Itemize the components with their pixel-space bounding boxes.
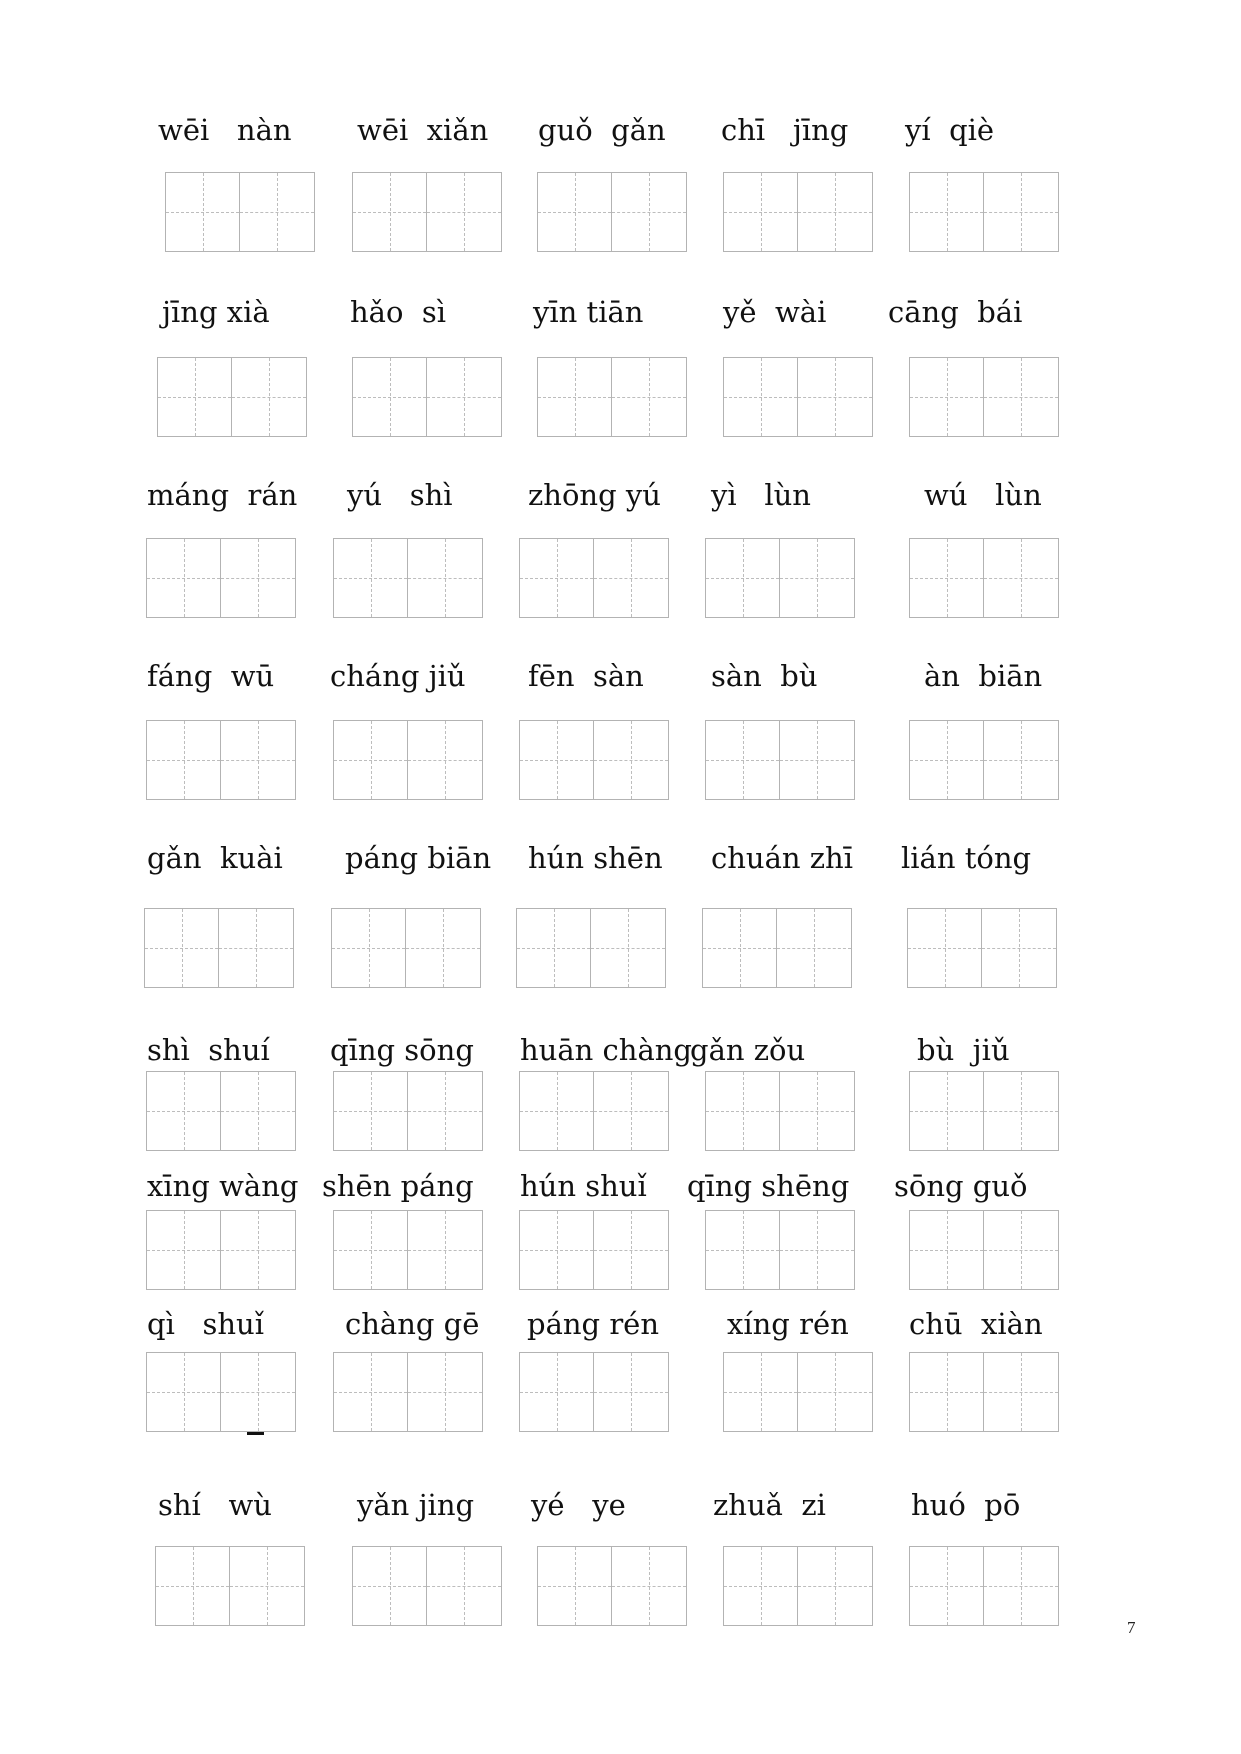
- tianzige-writing-cell[interactable]: [594, 720, 669, 800]
- writing-box-pair: [331, 908, 481, 988]
- tianzige-writing-cell[interactable]: [984, 1071, 1059, 1151]
- writing-box-pair: [144, 908, 294, 988]
- tianzige-writing-cell[interactable]: [333, 1210, 408, 1290]
- pinyin-label: yīn tiān: [533, 295, 644, 329]
- tianzige-writing-cell[interactable]: [909, 357, 984, 437]
- pinyin-label: fáng wū: [147, 659, 275, 693]
- pinyin-label: qīng sōng: [330, 1033, 474, 1067]
- tianzige-writing-cell[interactable]: [146, 1071, 221, 1151]
- writing-box-pair: [723, 1352, 873, 1432]
- pinyin-label: sōng guǒ: [894, 1169, 1028, 1203]
- tianzige-writing-cell[interactable]: [984, 357, 1059, 437]
- writing-box-pair: [909, 1210, 1059, 1290]
- writing-box-pair: [909, 720, 1059, 800]
- writing-box-pair: [909, 1071, 1059, 1151]
- pinyin-label: qīng shēng: [687, 1169, 850, 1203]
- tianzige-writing-cell[interactable]: [984, 172, 1059, 252]
- pinyin-label: gǎn kuài: [147, 841, 283, 875]
- tianzige-writing-cell[interactable]: [909, 172, 984, 252]
- writing-box-pair: [909, 357, 1059, 437]
- pinyin-label: huān chàng: [520, 1033, 692, 1067]
- pinyin-label: shì shuí: [147, 1033, 270, 1067]
- pinyin-label: bù jiǔ: [917, 1033, 1010, 1067]
- tianzige-writing-cell[interactable]: [909, 1352, 984, 1432]
- pinyin-label: wú lùn: [924, 478, 1042, 512]
- tianzige-writing-cell[interactable]: [221, 1071, 296, 1151]
- writing-box-pair: [146, 538, 296, 618]
- pinyin-label: gǎn zǒu: [690, 1033, 806, 1067]
- pinyin-label: yǎn jing: [357, 1488, 475, 1522]
- pinyin-label: jīng xià: [162, 295, 270, 329]
- tianzige-writing-cell[interactable]: [984, 1352, 1059, 1432]
- pinyin-label: zhuǎ zi: [713, 1488, 826, 1522]
- tianzige-writing-cell[interactable]: [408, 1352, 483, 1432]
- writing-box-pair: [907, 908, 1057, 988]
- tianzige-writing-cell[interactable]: [408, 538, 483, 618]
- tianzige-writing-cell[interactable]: [230, 1546, 305, 1626]
- writing-box-pair: [352, 357, 502, 437]
- tianzige-writing-cell[interactable]: [352, 357, 427, 437]
- stray-pen-mark: [247, 1432, 264, 1435]
- tianzige-writing-cell[interactable]: [408, 720, 483, 800]
- tianzige-writing-cell[interactable]: [982, 908, 1057, 988]
- writing-box-pair: [909, 1546, 1059, 1626]
- tianzige-writing-cell[interactable]: [165, 172, 240, 252]
- pinyin-label: sàn bù: [711, 659, 818, 693]
- tianzige-writing-cell[interactable]: [333, 720, 408, 800]
- tianzige-writing-cell[interactable]: [221, 1210, 296, 1290]
- writing-box-pair: [537, 172, 687, 252]
- pinyin-label: yí qiè: [905, 113, 995, 147]
- writing-box-pair: [705, 1210, 855, 1290]
- tianzige-writing-cell[interactable]: [537, 1546, 612, 1626]
- writing-box-pair: [909, 1352, 1059, 1432]
- writing-box-pair: [146, 1071, 296, 1151]
- tianzige-writing-cell[interactable]: [146, 1210, 221, 1290]
- tianzige-writing-cell[interactable]: [333, 1352, 408, 1432]
- writing-box-pair: [333, 1352, 483, 1432]
- writing-box-pair: [333, 1210, 483, 1290]
- writing-box-pair: [705, 720, 855, 800]
- tianzige-writing-cell[interactable]: [333, 538, 408, 618]
- writing-box-pair: [155, 1546, 305, 1626]
- tianzige-writing-cell[interactable]: [516, 908, 591, 988]
- tianzige-writing-cell[interactable]: [427, 1546, 502, 1626]
- pinyin-label: cāng bái: [888, 295, 1023, 329]
- pinyin-label: xīng wàng: [147, 1169, 299, 1203]
- pinyin-label: huó pō: [911, 1488, 1021, 1522]
- tianzige-writing-cell[interactable]: [705, 538, 780, 618]
- tianzige-writing-cell[interactable]: [909, 720, 984, 800]
- pinyin-label: chū xiàn: [909, 1307, 1043, 1341]
- tianzige-writing-cell[interactable]: [221, 538, 296, 618]
- tianzige-writing-cell[interactable]: [594, 1352, 669, 1432]
- tianzige-writing-cell[interactable]: [157, 357, 232, 437]
- tianzige-writing-cell[interactable]: [705, 1071, 780, 1151]
- writing-box-pair: [537, 1546, 687, 1626]
- page-number: 7: [1127, 1618, 1136, 1637]
- pinyin-label: guǒ gǎn: [538, 113, 666, 147]
- tianzige-writing-cell[interactable]: [723, 1546, 798, 1626]
- writing-box-pair: [723, 1546, 873, 1626]
- tianzige-writing-cell[interactable]: [984, 1210, 1059, 1290]
- pinyin-label: wēi nàn: [158, 113, 292, 147]
- writing-box-pair: [537, 357, 687, 437]
- tianzige-writing-cell[interactable]: [723, 1352, 798, 1432]
- tianzige-writing-cell[interactable]: [909, 1071, 984, 1151]
- tianzige-writing-cell[interactable]: [155, 1546, 230, 1626]
- writing-box-pair: [333, 1071, 483, 1151]
- writing-box-pair: [519, 1352, 669, 1432]
- tianzige-writing-cell[interactable]: [352, 172, 427, 252]
- pinyin-label: hǎo sì: [350, 295, 447, 329]
- writing-box-pair: [909, 538, 1059, 618]
- pinyin-label: fēn sàn: [528, 659, 644, 693]
- writing-box-pair: [352, 1546, 502, 1626]
- pinyin-label: chuán zhī: [711, 841, 854, 875]
- pinyin-label: páng biān: [345, 841, 492, 875]
- tianzige-writing-cell[interactable]: [221, 1352, 296, 1432]
- tianzige-writing-cell[interactable]: [519, 1071, 594, 1151]
- tianzige-writing-cell[interactable]: [984, 538, 1059, 618]
- writing-box-pair: [723, 172, 873, 252]
- tianzige-writing-cell[interactable]: [519, 538, 594, 618]
- tianzige-writing-cell[interactable]: [777, 908, 852, 988]
- tianzige-writing-cell[interactable]: [780, 1210, 855, 1290]
- writing-box-pair: [519, 1071, 669, 1151]
- tianzige-writing-cell[interactable]: [723, 172, 798, 252]
- tianzige-writing-cell[interactable]: [780, 720, 855, 800]
- tianzige-writing-cell[interactable]: [780, 538, 855, 618]
- pinyin-label: máng rán: [147, 478, 298, 512]
- tianzige-writing-cell[interactable]: [408, 1210, 483, 1290]
- writing-box-pair: [519, 538, 669, 618]
- writing-box-pair: [723, 357, 873, 437]
- tianzige-writing-cell[interactable]: [408, 1071, 483, 1151]
- tianzige-writing-cell[interactable]: [146, 720, 221, 800]
- tianzige-writing-cell[interactable]: [537, 357, 612, 437]
- writing-box-pair: [702, 908, 852, 988]
- writing-box-pair: [165, 172, 315, 252]
- writing-box-pair: [519, 1210, 669, 1290]
- tianzige-writing-cell[interactable]: [221, 720, 296, 800]
- tianzige-writing-cell[interactable]: [723, 357, 798, 437]
- tianzige-writing-cell[interactable]: [240, 172, 315, 252]
- tianzige-writing-cell[interactable]: [352, 1546, 427, 1626]
- tianzige-writing-cell[interactable]: [984, 1546, 1059, 1626]
- writing-box-pair: [516, 908, 666, 988]
- writing-box-pair: [705, 1071, 855, 1151]
- tianzige-writing-cell[interactable]: [798, 172, 873, 252]
- writing-box-pair: [705, 538, 855, 618]
- writing-box-pair: [157, 357, 307, 437]
- tianzige-writing-cell[interactable]: [612, 357, 687, 437]
- pinyin-label: àn biān: [924, 659, 1043, 693]
- tianzige-writing-cell[interactable]: [702, 908, 777, 988]
- tianzige-writing-cell[interactable]: [427, 357, 502, 437]
- writing-box-pair: [352, 172, 502, 252]
- pinyin-label: hún shuǐ: [520, 1169, 647, 1203]
- tianzige-writing-cell[interactable]: [798, 1352, 873, 1432]
- tianzige-writing-cell[interactable]: [144, 908, 219, 988]
- writing-box-pair: [333, 720, 483, 800]
- pinyin-label: yě wài: [723, 295, 827, 329]
- tianzige-writing-cell[interactable]: [594, 538, 669, 618]
- tianzige-writing-cell[interactable]: [780, 1071, 855, 1151]
- tianzige-writing-cell[interactable]: [984, 720, 1059, 800]
- tianzige-writing-cell[interactable]: [594, 1071, 669, 1151]
- tianzige-writing-cell[interactable]: [219, 908, 294, 988]
- tianzige-writing-cell[interactable]: [333, 1071, 408, 1151]
- tianzige-writing-cell[interactable]: [798, 1546, 873, 1626]
- tianzige-writing-cell[interactable]: [594, 1210, 669, 1290]
- pinyin-label: páng rén: [527, 1307, 660, 1341]
- writing-box-pair: [519, 720, 669, 800]
- tianzige-writing-cell[interactable]: [591, 908, 666, 988]
- pinyin-label: lián tóng: [901, 841, 1032, 875]
- tianzige-writing-cell[interactable]: [705, 720, 780, 800]
- tianzige-writing-cell[interactable]: [798, 357, 873, 437]
- tianzige-writing-cell[interactable]: [519, 1210, 594, 1290]
- tianzige-writing-cell[interactable]: [146, 538, 221, 618]
- pinyin-label: chī jīng: [721, 113, 849, 147]
- writing-box-pair: [146, 1352, 296, 1432]
- tianzige-writing-cell[interactable]: [705, 1210, 780, 1290]
- pinyin-label: xíng rén: [727, 1307, 849, 1341]
- writing-box-pair: [333, 538, 483, 618]
- pinyin-label: yì lùn: [711, 478, 811, 512]
- tianzige-writing-cell[interactable]: [519, 720, 594, 800]
- pinyin-label: shí wù: [158, 1488, 272, 1522]
- pinyin-label: cháng jiǔ: [330, 659, 466, 693]
- tianzige-writing-cell[interactable]: [909, 1546, 984, 1626]
- writing-box-pair: [909, 172, 1059, 252]
- pinyin-label: yé ye: [531, 1488, 626, 1522]
- tianzige-writing-cell[interactable]: [909, 1210, 984, 1290]
- pinyin-label: yú shì: [347, 478, 453, 512]
- writing-box-pair: [146, 720, 296, 800]
- pinyin-label: chàng gē: [345, 1307, 480, 1341]
- tianzige-writing-cell[interactable]: [146, 1352, 221, 1432]
- tianzige-writing-cell[interactable]: [406, 908, 481, 988]
- tianzige-writing-cell[interactable]: [331, 908, 406, 988]
- tianzige-writing-cell[interactable]: [232, 357, 307, 437]
- pinyin-label: qì shuǐ: [147, 1307, 265, 1341]
- writing-box-pair: [146, 1210, 296, 1290]
- tianzige-writing-cell[interactable]: [909, 538, 984, 618]
- tianzige-writing-cell[interactable]: [519, 1352, 594, 1432]
- tianzige-writing-cell[interactable]: [537, 172, 612, 252]
- pinyin-label: wēi xiǎn: [357, 113, 489, 147]
- pinyin-label: zhōng yú: [528, 478, 661, 512]
- tianzige-writing-cell[interactable]: [612, 1546, 687, 1626]
- pinyin-label: shēn páng: [322, 1169, 474, 1203]
- tianzige-writing-cell[interactable]: [427, 172, 502, 252]
- tianzige-writing-cell[interactable]: [612, 172, 687, 252]
- pinyin-label: hún shēn: [528, 841, 663, 875]
- tianzige-writing-cell[interactable]: [907, 908, 982, 988]
